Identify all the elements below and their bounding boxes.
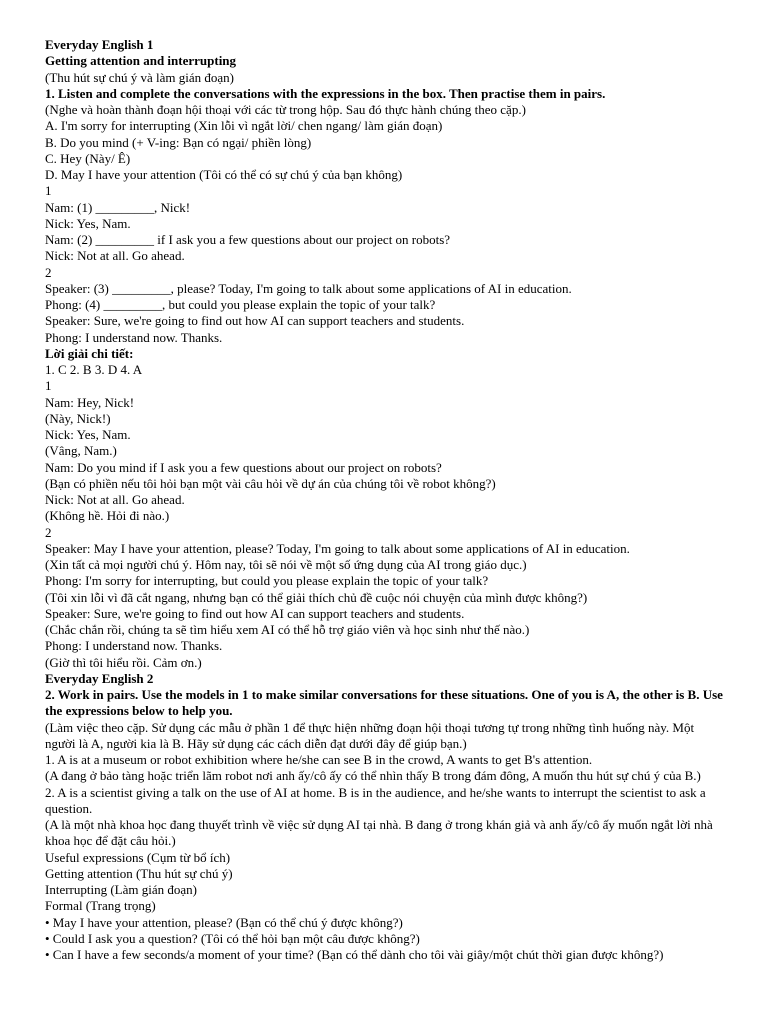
text-line: Interrupting (Làm gián đoạn) bbox=[45, 882, 197, 897]
text-line: Phong: I'm sorry for interrupting, but could you please explain the topic of your talk? bbox=[45, 573, 489, 589]
text-line: Useful expressions (Cụm từ bổ ích) bbox=[45, 849, 231, 865]
text-line: (Bạn có phiền nếu tôi hỏi bạn một vài câu hỏi về dự án của chúng tôi về robot không?) bbox=[45, 475, 496, 491]
text-line: C. Hey (Này/ Ê) bbox=[45, 150, 131, 166]
text-line: Nick: Yes, Nam. bbox=[45, 427, 131, 442]
text-line: A. I'm sorry for interrupting (Xin lỗi vì ngắt lời/ chen ngang/ làm gián đoạn) bbox=[45, 118, 443, 134]
heading-line: Everyday English 1 bbox=[45, 37, 154, 52]
text-line: D. May I have your attention (Tôi có thể có sự chú ý của bạn không) bbox=[45, 167, 403, 182]
text-line: (Không hề. Hỏi đi nào.) bbox=[45, 508, 170, 524]
text-line: (Nghe và hoàn thành đoạn hội thoại với các từ trong hộp. Sau đó thực hành chúng theo cặp.) bbox=[45, 102, 526, 117]
text-line: Nam: (2) _________ if I ask you a few questions about our project on robots? bbox=[45, 232, 451, 247]
document-body bbox=[45, 37, 725, 963]
text-line: Nam: (1) _________, Nick! bbox=[45, 199, 191, 215]
text-line: 1. C 2. B 3. D 4. A bbox=[45, 362, 143, 377]
text-line: Phong: I understand now. Thanks. bbox=[45, 638, 223, 654]
text-line: (Làm việc theo cặp. Sử dụng các mẫu ở phần 1 để thực hiện những đoạn hội thoại tương tự trong những tình huống này. Một người là A, người kia là B. Hãy sử dụng các cách diễn đạt dưới đây để giúp bạn.) bbox=[45, 719, 695, 751]
text-line: (A là một nhà khoa học đang thuyết trình về việc sử dụng AI tại nhà. B đang ở trong khán giả và anh ấy/cô ấy muốn ngắt lời nhà khoa học để đặt câu hỏi.) bbox=[45, 817, 713, 849]
text-line: (Này, Nick!) bbox=[45, 410, 111, 426]
text-line: Nick: Not at all. Go ahead. bbox=[45, 492, 185, 507]
text-line: (Tôi xin lỗi vì đã cắt ngang, nhưng bạn có thể giải thích chủ đề cuộc nói chuyện của mình được không?) bbox=[45, 589, 588, 605]
text-line: • Can I have a few seconds/a moment of your time? (Bạn có thể dành cho tôi vài giây/một chút thời gian được không?) bbox=[45, 947, 664, 962]
text-line: Nick: Yes, Nam. bbox=[45, 215, 131, 231]
text-line: Getting attention (Thu hút sự chú ý) bbox=[45, 865, 233, 881]
text-line: Phong: I understand now. Thanks. bbox=[45, 329, 223, 345]
text-line: 2 bbox=[45, 524, 52, 540]
text-line: Nam: Hey, Nick! bbox=[45, 394, 135, 410]
text-line: 2 bbox=[45, 264, 52, 280]
text-line: • May I have your attention, please? (Bạn có thể chú ý được không?) bbox=[45, 914, 403, 930]
text-line: Nick: Not at all. Go ahead. bbox=[45, 248, 185, 264]
text-line: (Vâng, Nam.) bbox=[45, 443, 117, 459]
text-line: Speaker: May I have your attention, please? Today, I'm going to talk about some applications of AI in education. bbox=[45, 540, 630, 556]
text-line: Speaker: (3) _________, please? Today, I'm going to talk about some applications of AI in education. bbox=[45, 280, 572, 296]
text-line: 1 bbox=[45, 183, 52, 199]
text-line: 1. A is at a museum or robot exhibition where he/she can see B in the crowd, A wants to get B's attention. bbox=[45, 752, 593, 767]
text-line: Formal (Trang trọng) bbox=[45, 898, 156, 914]
text-line: (Giờ thì tôi hiểu rồi. Cảm ơn.) bbox=[45, 654, 202, 670]
heading-line: Everyday English 2 bbox=[45, 670, 154, 686]
text-line: (A đang ở bảo tàng hoặc triển lãm robot nơi anh ấy/cô ấy có thể nhìn thấy B trong đám đông, A muốn thu hút sự chú ý của B.) bbox=[45, 768, 701, 784]
heading-line: Lời giải chi tiết: bbox=[45, 345, 134, 361]
text-line: Speaker: Sure, we're going to find out how AI can support teachers and students. bbox=[45, 605, 465, 621]
text-line: (Thu hút sự chú ý và làm gián đoạn) bbox=[45, 69, 235, 85]
heading-line: Getting attention and interrupting bbox=[45, 53, 237, 69]
text-line: (Xin tất cả mọi người chú ý. Hôm nay, tôi sẽ nói về một số ứng dụng của AI trong giáo dục.) bbox=[45, 557, 527, 572]
text-line: 1 bbox=[45, 378, 52, 394]
text-line: Speaker: Sure, we're going to find out how AI can support teachers and students. bbox=[45, 313, 465, 329]
text-line: Nam: Do you mind if I ask you a few questions about our project on robots? bbox=[45, 459, 442, 475]
text-line: Phong: (4) _________, but could you please explain the topic of your talk? bbox=[45, 297, 436, 312]
heading-line: 1. Listen and complete the conversations with the expressions in the box. Then practise them in pairs. bbox=[45, 85, 606, 101]
text-line: (Chắc chắn rồi, chúng ta sẽ tìm hiểu xem AI có thể hỗ trợ giáo viên và học sinh như thế nào.) bbox=[45, 622, 530, 637]
heading-line: 2. Work in pairs. Use the models in 1 to make similar conversations for these situations. One of you is A, the other is B. Use the expressions below to help you. bbox=[45, 687, 723, 719]
text-line: 2. A is a scientist giving a talk on the use of AI at home. B is in the audience, and he/she wants to interrupt the scientist to ask a question. bbox=[45, 784, 706, 816]
text-line: B. Do you mind (+ V-ing: Bạn có ngại/ phiền lòng) bbox=[45, 134, 312, 150]
text-line: • Could I ask you a question? (Tôi có thể hỏi bạn một câu được không?) bbox=[45, 930, 420, 946]
